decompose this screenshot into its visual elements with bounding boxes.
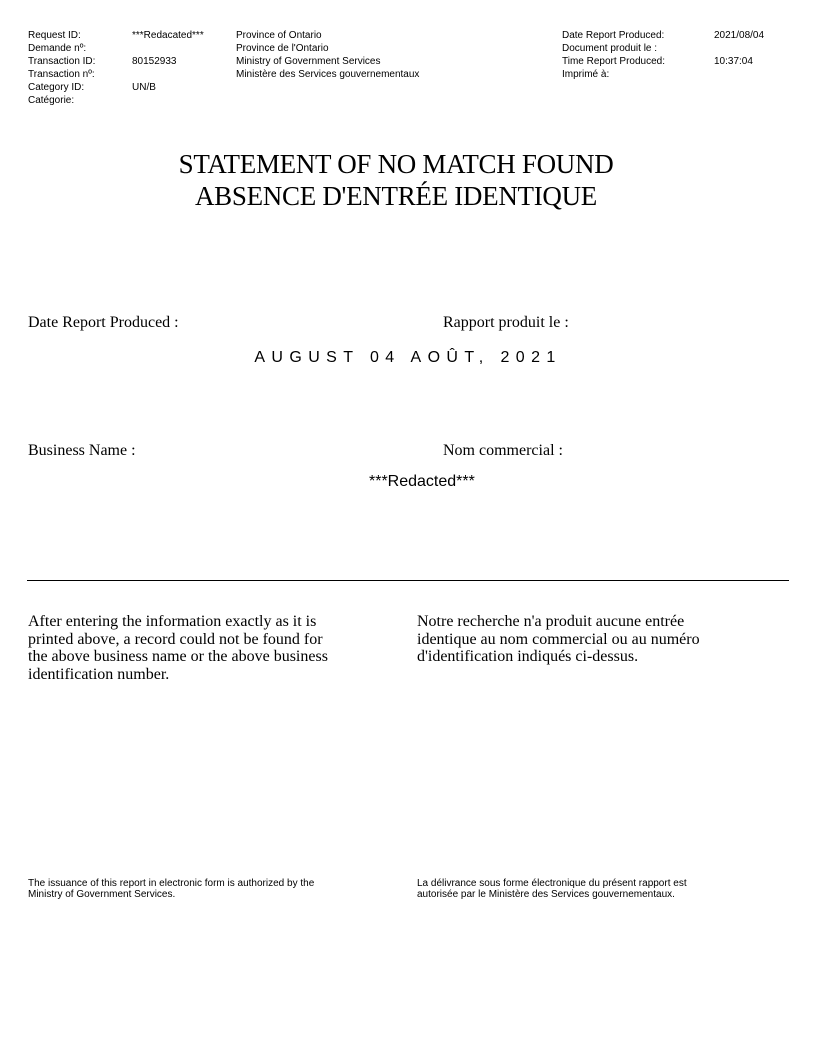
footer-english: The issuance of this report in electronic form is authorized by the Ministry of Government Services. xyxy=(28,878,315,900)
demande-value xyxy=(132,42,204,55)
date-produced-label: Date Report Produced: xyxy=(562,30,665,41)
request-labels xyxy=(28,29,95,107)
report-date-value: AUGUST 04 AOÛT, 2021 xyxy=(254,349,562,366)
title-french: ABSENCE D'ENTRÉE IDENTIQUE xyxy=(194,181,597,211)
date-label-en: Date Report Produced : xyxy=(28,314,179,331)
issuer-line-1: Province of Ontario xyxy=(236,30,322,41)
statement-french: Notre recherche n'a produit aucune entrée identique au nom commercial ou au numéro d'identification indiqués ci-dessus. xyxy=(417,613,700,665)
business-label-en: Business Name : xyxy=(28,442,136,459)
category-id-label: Category ID: xyxy=(28,82,85,93)
issuer-line-4: Ministère des Services gouvernementaux xyxy=(236,69,420,80)
categorie-value xyxy=(132,94,204,107)
title-english: STATEMENT OF NO MATCH FOUND xyxy=(178,149,614,179)
document-produit-label: Document produit le : xyxy=(562,43,658,54)
time-produced-value: 10:37:04 xyxy=(714,56,753,67)
date-label-fr: Rapport produit le : xyxy=(443,314,569,331)
document-produit-value xyxy=(714,42,764,55)
imprime-value xyxy=(714,68,764,81)
category-id-value: UN/B xyxy=(132,82,156,93)
time-produced-label: Time Report Produced: xyxy=(562,56,666,67)
footer-french: La délivrance sous forme électronique du présent rapport est autorisée par le Ministère des Services gouvernementaux. xyxy=(417,878,687,900)
transaction-id-label: Transaction ID: xyxy=(28,56,96,67)
report-labels xyxy=(562,29,665,81)
report-values xyxy=(714,29,764,81)
date-produced-value: 2021/08/04 xyxy=(714,30,765,41)
request-id-value: ***Redacated*** xyxy=(132,30,204,41)
document-title xyxy=(0,148,792,212)
section-divider xyxy=(27,580,789,581)
request-values xyxy=(132,29,204,107)
demande-label: Demande nº: xyxy=(28,43,87,54)
categorie-label: Catégorie: xyxy=(28,95,75,106)
request-id-label: Request ID: xyxy=(28,30,81,41)
issuer-line-3: Ministry of Government Services xyxy=(236,56,381,67)
business-name-value: ***Redacted*** xyxy=(369,473,475,490)
transaction-no-label: Transaction nº: xyxy=(28,69,95,80)
business-label-fr: Nom commercial : xyxy=(443,442,563,459)
issuer-line-2: Province de l'Ontario xyxy=(236,43,329,54)
issuer-block xyxy=(236,29,419,81)
statement-english: After entering the information exactly as it is printed above, a record could not be found for the above business name or the above business identification number. xyxy=(28,613,328,683)
imprime-label: Imprimé à: xyxy=(562,69,610,80)
transaction-id-value: 80152933 xyxy=(132,56,177,67)
transaction-no-value xyxy=(132,68,204,81)
